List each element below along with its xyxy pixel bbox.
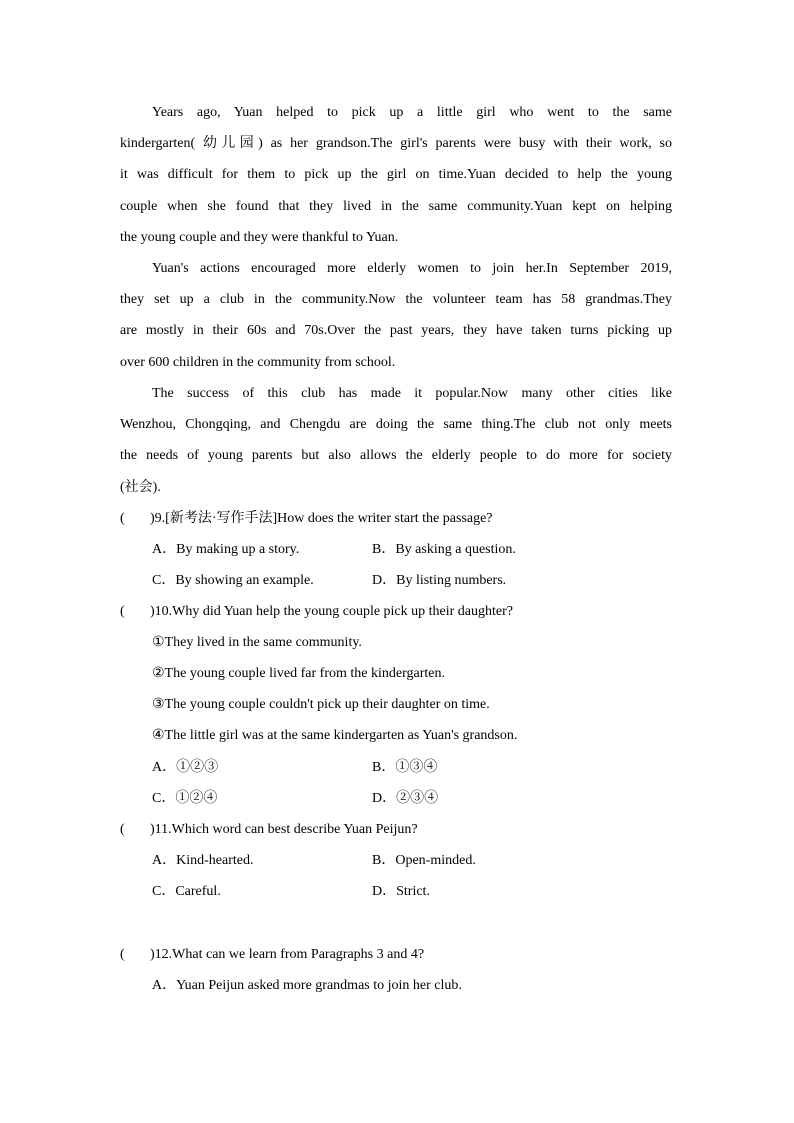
passage-line: Wenzhou, Chongqing, and Chengdu are doing the same thing.The club not only meets — [120, 417, 672, 433]
passage-line: couple when she found that they lived in the same community.Yuan kept on helping — [120, 198, 672, 214]
passage-line: The success of this club has made it popular.Now many other cities like — [152, 386, 672, 401]
answer-bracket[interactable]: ( — [120, 604, 125, 619]
passage-paragraph-1 — [120, 97, 672, 253]
question-12-option-a[interactable]: A．Yuan Peijun asked more grandmas to join her club. — [152, 978, 462, 993]
question-text: )11.Which word can best describe Yuan Peijun? — [150, 822, 418, 837]
passage-line: over 600 children in the community from school. — [120, 354, 396, 370]
passage-paragraph-2 — [120, 253, 672, 378]
passage-line: Years ago, Yuan helped to pick up a little girl who went to the same — [152, 105, 672, 120]
question-11-option-c[interactable]: C．Careful. — [152, 884, 221, 899]
question-10-stem — [120, 596, 680, 627]
question-10-option-a[interactable]: A．①②③ — [152, 760, 219, 775]
question-10-option-b[interactable]: B．①③④ — [372, 760, 438, 775]
passage-line: the young couple and they were thankful to Yuan. — [120, 229, 399, 245]
passage-line: (社会). — [120, 479, 161, 495]
question-11-option-b[interactable]: B．Open-minded. — [372, 853, 476, 868]
question-11-option-a[interactable]: A．Kind-hearted. — [152, 853, 254, 868]
question-10-statement-3: ③The young couple couldn't pick up their daughter on time. — [152, 697, 490, 712]
question-11-stem — [120, 814, 680, 845]
question-10-option-c[interactable]: C．①②④ — [152, 791, 218, 806]
question-text: )9.[新考法·写作手法]How does the writer start the passage? — [150, 511, 493, 526]
question-10-statement-1: ①They lived in the same community. — [152, 635, 362, 650]
question-9-option-c[interactable]: C．By showing an example. — [152, 573, 314, 588]
answer-bracket[interactable]: ( — [120, 822, 125, 837]
question-9-option-b[interactable]: B．By asking a question. — [372, 542, 516, 557]
question-10-option-d[interactable]: D．②③④ — [372, 791, 439, 806]
answer-bracket[interactable]: ( — [120, 511, 125, 526]
question-text: )10.Why did Yuan help the young couple pick up their daughter? — [150, 604, 513, 619]
question-9-stem — [120, 503, 680, 534]
passage-line: it was difficult for them to pick up the girl on time.Yuan decided to help the young — [120, 167, 672, 183]
passage-line: Yuan's actions encouraged more elderly women to join her.In September 2019, — [152, 261, 672, 276]
question-9-option-a[interactable]: A．By making up a story. — [152, 542, 300, 557]
passage-paragraph-3 — [120, 378, 672, 503]
passage-line: kindergarten( 幼儿园) as her grandson.The girl's parents were busy with their work, so — [120, 136, 672, 152]
question-10-statement-4: ④The little girl was at the same kindergarten as Yuan's grandson. — [152, 728, 518, 743]
question-9-option-d[interactable]: D．By listing numbers. — [372, 573, 507, 588]
passage-line: are mostly in their 60s and 70s.Over the past years, they have taken turns picking up — [120, 323, 672, 339]
question-10-statement-2: ②The young couple lived far from the kindergarten. — [152, 666, 445, 681]
question-12-stem — [120, 939, 680, 970]
question-text: )12.What can we learn from Paragraphs 3 and 4? — [150, 947, 425, 962]
question-11-option-d[interactable]: D．Strict. — [372, 884, 430, 899]
passage-line: the needs of young parents but also allows the elderly people to do more for society — [120, 448, 672, 464]
passage-line: they set up a club in the community.Now the volunteer team has 58 grandmas.They — [120, 292, 672, 308]
answer-bracket[interactable]: ( — [120, 947, 125, 962]
